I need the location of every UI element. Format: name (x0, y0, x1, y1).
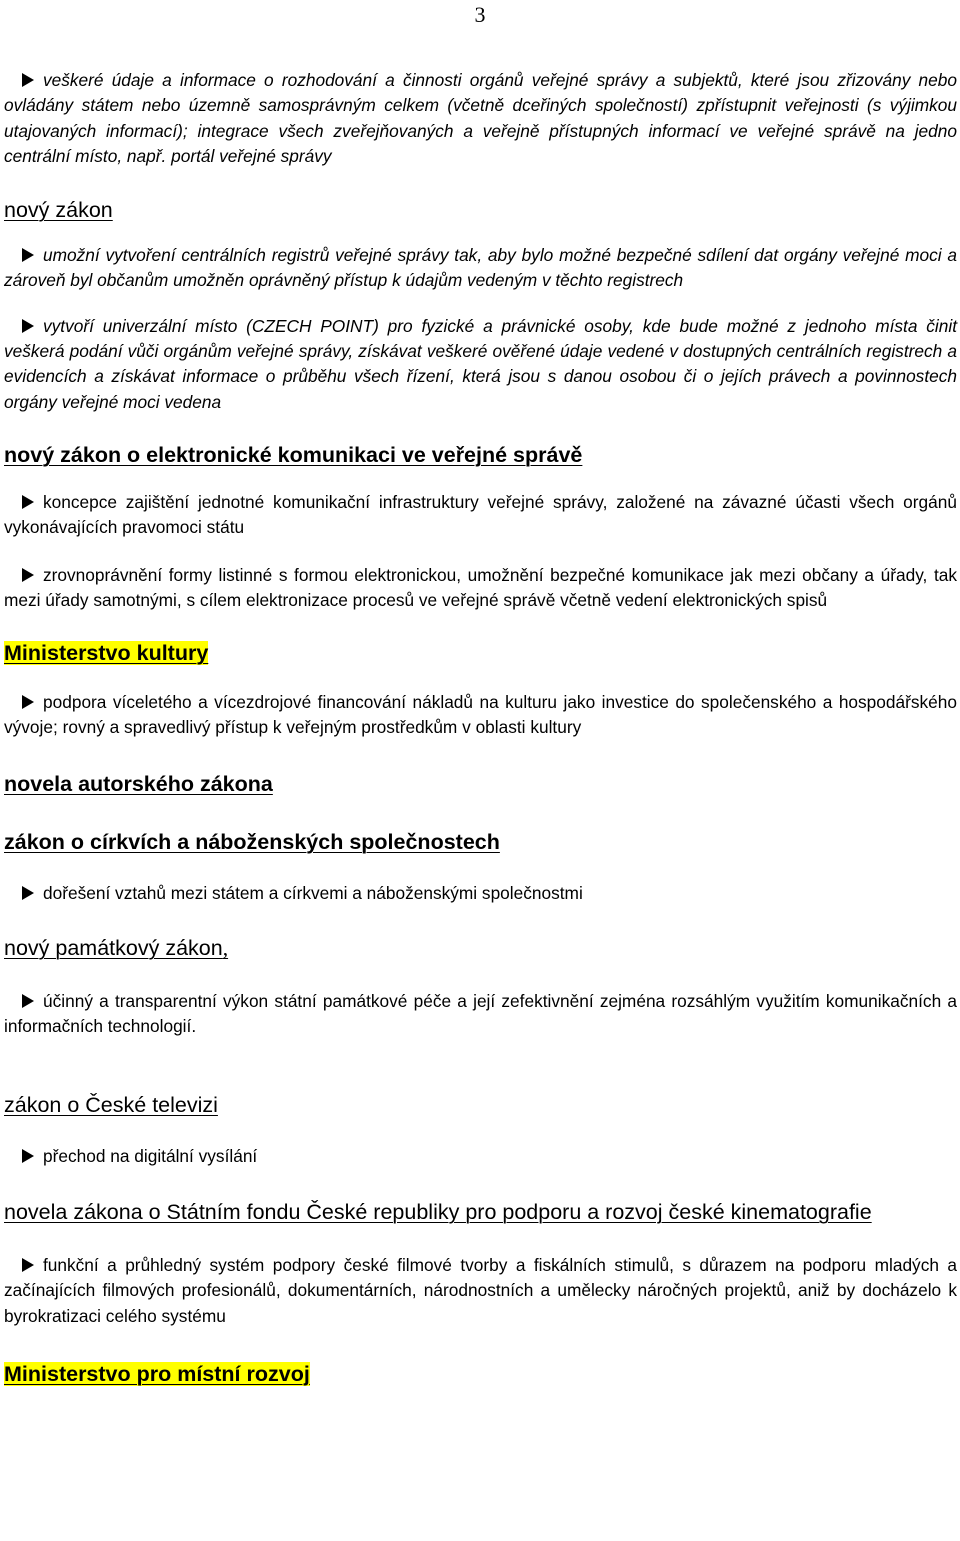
bullet-item (4, 1253, 957, 1329)
heading-text: zákon o církvích a náboženských společnostech (4, 829, 500, 854)
bullet-text: dořešení vztahů mezi státem a církvemi a náboženskými společnostmi (43, 882, 583, 903)
bullet-item (4, 490, 957, 541)
document-body (4, 68, 957, 1389)
law-heading (4, 440, 957, 470)
bullet-text: podpora víceletého a vícezdrojové financování nákladů na kulturu jako investice do společenského a hospodářského vývoje; rovný a spravedlivý přístup k veřejným prostředkům v oblasti kultury (4, 692, 957, 738)
arrow-bullet-icon (22, 1258, 34, 1272)
bullet-text: veškeré údaje a informace o rozhodování a činnosti orgánů veřejné správy a subjektů, které jsou zřizovány nebo ovládány státem nebo územně samosprávným celkem (včetně dceřiných společností) zpřístupnit veřejnosti (s výjimkou utajovaných informací); integrace všech zveřejňovaných a veřejně přístupných informací ve veřejné správě na jedno centrální místo, např. portál veřejné správy (4, 70, 957, 166)
bullet-item (4, 1144, 957, 1169)
heading-trailing-comma: , (222, 936, 229, 961)
arrow-bullet-icon (22, 568, 34, 582)
arrow-bullet-icon (22, 248, 34, 262)
law-heading (4, 933, 957, 963)
bullet-item (4, 989, 957, 1040)
bullet-text: funkční a průhledný systém podpory české filmové tvorby a fiskálních stimulů, s důrazem na podporu mladých a začínajících filmových profesionálů, dokumentárních, národnostních a umělecky náročných projektů, aniž by docházelo k byrokratizaci celého systému (4, 1254, 957, 1326)
bullet-text: přechod na digitální vysílání (43, 1145, 258, 1166)
bullet-text: účinný a transparentní výkon státní památkové péče a její zefektivnění zejména rozsáhlým využitím komunikačních a informačních technologií. (4, 991, 957, 1037)
bullet-text: koncepce zajištění jednotné komunikační infrastruktury veřejné správy, založené na závazné účasti všech orgánů vykonávajících pravomoci státu (4, 491, 957, 538)
ministry-heading (4, 638, 957, 668)
arrow-bullet-icon (22, 319, 34, 333)
bullet-item (4, 881, 957, 906)
arrow-bullet-icon (22, 695, 34, 709)
heading-text: novela autorského zákona (4, 771, 273, 796)
arrow-bullet-icon (22, 886, 34, 900)
bullet-item (4, 314, 957, 415)
arrow-bullet-icon (22, 1149, 34, 1163)
bullet-item (4, 68, 957, 169)
bullet-text: umožní vytvoření centrálních registrů veřejné správy tak, aby bylo možné bezpečné sdílení dat orgány veřejné moci a zároveň byl občanům umožněn oprávněný přístup k údajům vedeným v těchto registrech (4, 245, 957, 291)
heading-text: nový zákon (4, 198, 113, 223)
law-heading (4, 1197, 957, 1227)
bullet-item (4, 690, 957, 741)
arrow-bullet-icon (22, 994, 34, 1008)
heading-text: novela zákona o Státním fondu České republiky pro podporu a rozvoj české kinematografie (4, 1199, 872, 1224)
arrow-bullet-icon (22, 73, 34, 87)
law-heading (4, 195, 957, 225)
bullet-item (4, 243, 957, 294)
heading-text: Ministerstvo pro místní rozvoj (4, 1361, 310, 1386)
bullet-item (4, 563, 957, 614)
heading-text: nový památkový zákon (4, 936, 223, 961)
law-heading (4, 1090, 957, 1120)
page-number: 3 (474, 2, 486, 27)
heading-text: Ministerstvo kultury (4, 641, 209, 666)
arrow-bullet-icon (22, 495, 34, 509)
law-heading (4, 769, 957, 799)
ministry-heading (4, 1359, 957, 1389)
heading-text: zákon o České televizi (4, 1092, 218, 1117)
law-heading (4, 827, 957, 857)
bullet-text: vytvoří univerzální místo (CZECH POINT) pro fyzické a právnické osoby, kde bude možné z jednoho místa činit veškerá podání vůči orgánům veřejné správy, získávat veškeré ověřené údaje vedené v dostupných centrálních registrech a evidencích a získávat informace o průběhu všech řízení, která jsou s danou osobou či o jejích právech a povinnostech orgány veřejné moci vedena (4, 315, 957, 412)
bullet-text: zrovnoprávnění formy listinné s formou elektronickou, umožnění bezpečné komunikace jak mezi občany a úřady, tak mezi úřady samotnými, s cílem elektronizace procesů ve veřejné správě včetně vedení elektronických spisů (4, 564, 957, 610)
heading-text: nový zákon o elektronické komunikaci ve veřejné správě (4, 442, 583, 467)
